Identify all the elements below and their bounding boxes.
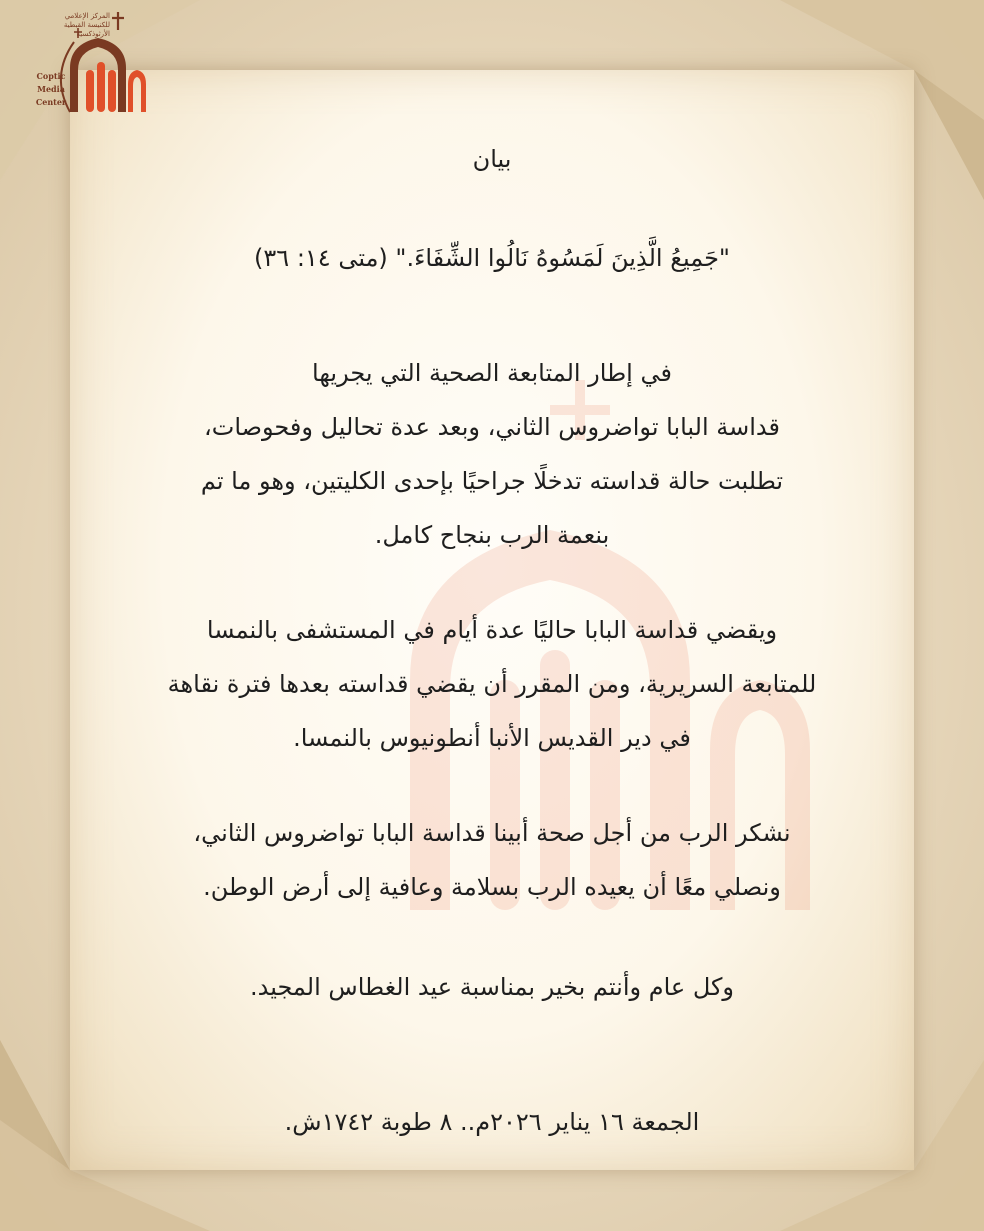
paragraph-line: في دير القديس الأنبا أنطونيوس بالنمسا. — [293, 724, 691, 752]
paragraph-line: قداسة البابا تواضروس الثاني، وبعد عدة تحاليل وفحوصات، — [204, 413, 780, 441]
paragraph-line: ويقضي قداسة البابا حاليًا عدة أيام في المستشفى بالنمسا — [206, 616, 778, 644]
feast-greeting: وكل عام وأنتم بخير بمناسبة عيد الغطاس المجيد. — [249, 973, 735, 1001]
statement-title: بيان — [472, 145, 512, 173]
logo-arabic-line-2: للكنيسة القبطية الأرثوذكسية — [63, 21, 110, 38]
logo-english-name — [30, 70, 72, 109]
paragraph-surgery — [100, 346, 884, 562]
logo-arabic-line-1: المركز الإعلامي — [64, 12, 110, 20]
coptic-media-center-logo — [30, 6, 148, 116]
paragraph-line: بنعمة الرب بنجاح كامل. — [374, 521, 610, 549]
paragraph-line: نشكر الرب من أجل صحة أبينا قداسة البابا تواضروس الثاني، — [193, 819, 791, 847]
statement-date: الجمعة ١٦ يناير ٢٠٢٦م.. ٨ طوبة ١٧٤٢ش. — [284, 1108, 700, 1136]
paragraph-line: تطلبت حالة قداسته تدخلًا جراحيًا بإحدى الكليتين، وهو ما تم — [200, 467, 784, 495]
paragraph-recovery — [100, 603, 884, 765]
logo-word-media: Media — [37, 84, 65, 94]
logo-word-coptic: Coptic — [36, 71, 66, 81]
paragraph-thanks — [100, 806, 884, 914]
logo-word-center: Center — [35, 97, 67, 107]
logo-arabic-name — [50, 12, 110, 39]
paragraph-line: ونصلي معًا أن يعيده الرب بسلامة وعافية إلى أرض الوطن. — [203, 873, 781, 901]
bible-verse: "جَمِيعُ الَّذِينَ لَمَسُوهُ نَالُوا الشِّفَاءَ." (متى ١٤: ٣٦) — [254, 244, 730, 272]
paragraph-line: للمتابعة السريرية، ومن المقرر أن يقضي قداسته بعدها فترة نقاهة — [167, 670, 817, 698]
paragraph-line: في إطار المتابعة الصحية التي يجريها — [312, 359, 672, 387]
